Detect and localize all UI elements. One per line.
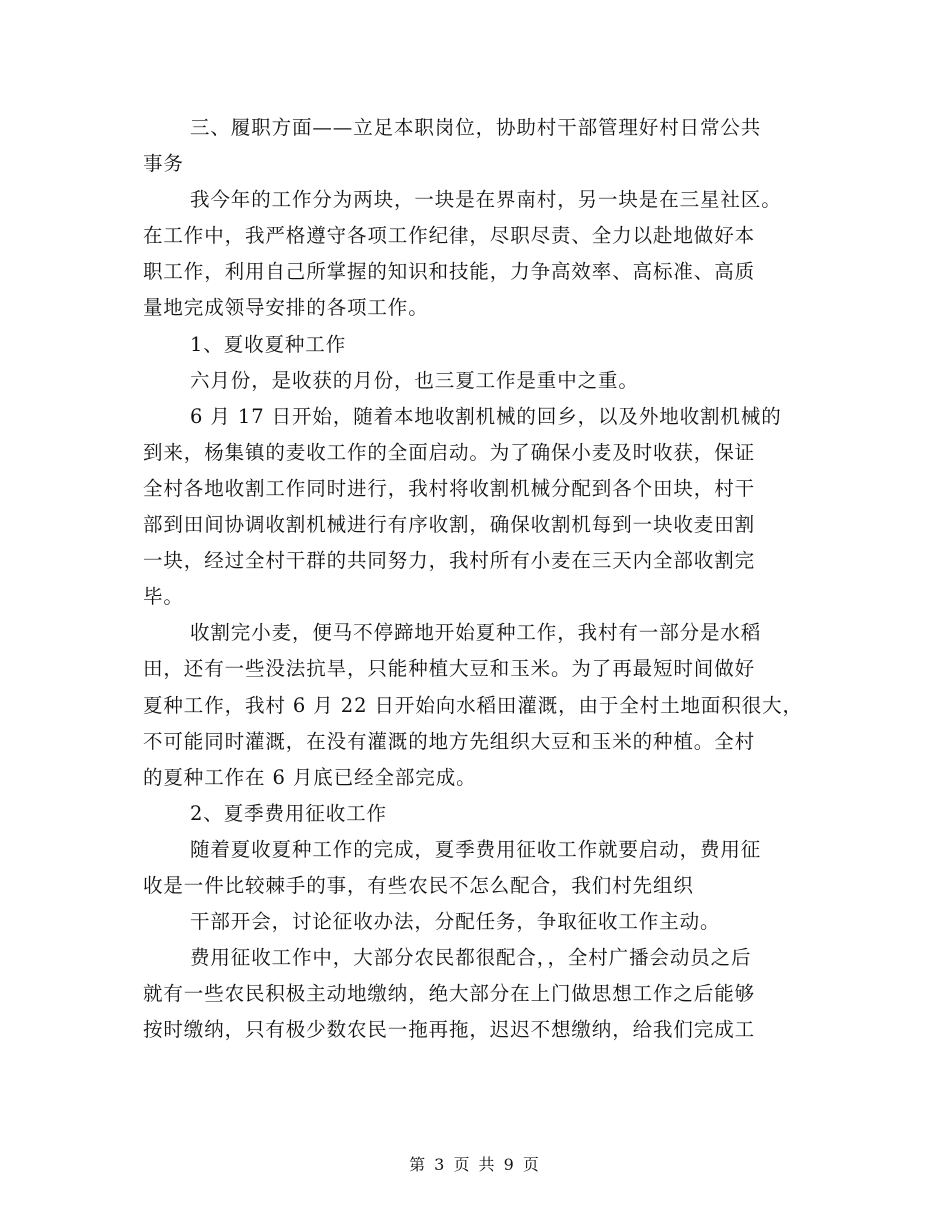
paragraph-line: 6 月 17 日开始，随着本地收割机械的回乡，以及外地收割机械的	[190, 404, 782, 428]
paragraph-line: 费用征收工作中，大部分农民都很配合，，全村广播会动员之后	[190, 946, 752, 970]
document-body	[143, 110, 808, 1048]
paragraph-line: 六月份，是收获的月份，也三夏工作是重中之重。	[190, 368, 639, 392]
paragraph-line: 一块，经过全村干群的共同努力，我村所有小麦在三天内全部收割完	[143, 549, 756, 573]
paragraph-line: 田，还有一些没法抗旱，只能种植大豆和玉米。为了再最短时间做好	[143, 657, 756, 681]
paragraph-line: 的夏种工作在 6 月底已经全部完成。	[143, 765, 477, 789]
paragraph-line: 职工作，利用自己所掌握的知识和技能，力争高效率、高标准、高质	[143, 260, 756, 284]
paragraph-line: 我今年的工作分为两块，一块是在界南村，另一块是在三星社区。	[190, 188, 782, 212]
paragraph-line: 就有一些农民积极主动地缴纳，绝大部分在上门做思想工作之后能够	[143, 982, 756, 1006]
subsection-heading: 1、夏收夏种工作	[190, 332, 347, 356]
paragraph-line: 在工作中，我严格遵守各项工作纪律，尽职尽责、全力以赴地做好本	[143, 224, 756, 248]
paragraph-line: 毕。	[143, 585, 184, 609]
subsection-heading: 2、夏季费用征收工作	[190, 801, 387, 825]
paragraph-line: 按时缴纳，只有极少数农民一拖再拖，迟迟不想缴纳，给我们完成工	[143, 1018, 756, 1042]
page-number-footer: 第 3 页 共 9 页	[409, 1155, 541, 1174]
paragraph-line: 干部开会，讨论征收办法，分配任务，争取征收工作主动。	[190, 910, 721, 934]
paragraph-line: 全村各地收割工作同时进行，我村将收割机械分配到各个田块，村干	[143, 476, 756, 500]
paragraph-line: 收是一件比较棘手的事，有些农民不怎么配合，我们村先组织	[143, 873, 694, 897]
paragraph-line: 量地完成领导安排的各项工作。	[143, 296, 429, 320]
paragraph-line: 不可能同时灌溉，在没有灌溉的地方先组织大豆和玉米的种植。全村	[143, 729, 756, 753]
paragraph-line: 部到田间协调收割机械进行有序收割，确保收割机每到一块收麦田割	[143, 513, 756, 537]
paragraph-line: 到来，杨集镇的麦收工作的全面启动。为了确保小麦及时收获，保证	[143, 440, 756, 464]
paragraph-line: 随着夏收夏种工作的完成，夏季费用征收工作就要启动，费用征	[190, 837, 762, 861]
section-heading: 三、履职方面——立足本职岗位，协助村干部管理好村日常公共	[190, 116, 762, 139]
section-heading-continued: 事务	[143, 152, 184, 176]
paragraph-line: 夏种工作，我村 6 月 22 日开始向水稻田灌溉，由于全村土地面积很大，	[143, 693, 803, 717]
paragraph-line: 收割完小麦，便马不停蹄地开始夏种工作，我村有一部分是水稻	[190, 621, 762, 645]
